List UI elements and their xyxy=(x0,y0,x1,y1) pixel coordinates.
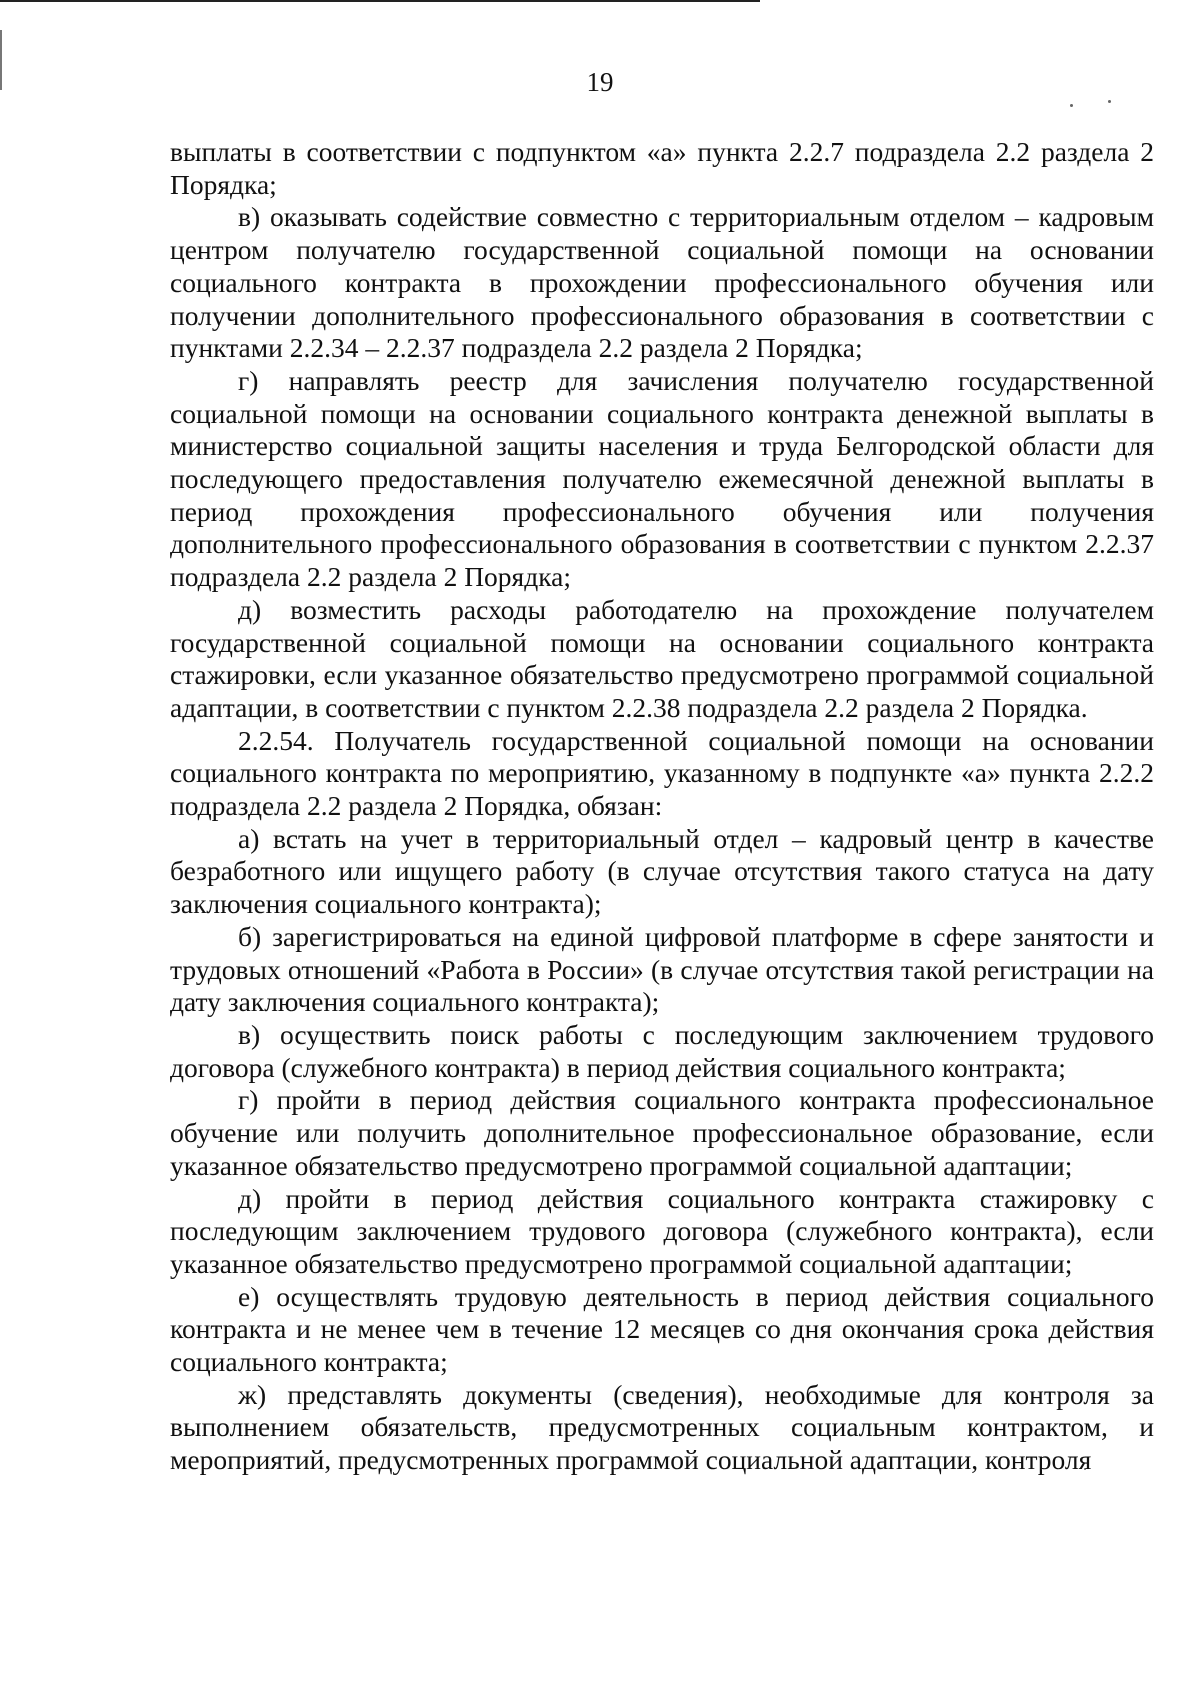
paragraph: г) направлять реестр для зачисления получателю государственной социальной помощи на основании социального контракта денежной выплаты в министерство социальной защиты населения и труда Белгородской области для последующего предоставления получателю ежемесячной денежной выплаты в период прохождения профессионального обучения или получения дополнительного профессионального образования в соответствии с пунктом 2.2.37 подраздела 2.2 раздела 2 Порядка; xyxy=(170,364,1154,593)
scan-speck xyxy=(1070,104,1073,107)
scan-edge-top xyxy=(0,0,760,2)
paragraph: ж) представлять документы (сведения), необходимые для контроля за выполнением обязательств, предусмотренных социальным контрактом, и мероприятий, предусмотренных программой социальной адаптации, контроля xyxy=(170,1378,1154,1476)
paragraph: д) пройти в период действия социального контракта стажировку с последующим заключением трудового договора (служебного контракта), если указанное обязательство предусмотрено программой социальной адаптации; xyxy=(170,1182,1154,1279)
paragraph: выплаты в соответствии с подпунктом «а» пункта 2.2.7 подраздела 2.2 раздела 2 Порядка; xyxy=(170,136,1154,200)
paragraph: в) оказывать содействие совместно с территориальным отделом – кадровым центром получателю государственной социальной помощи на основании социального контракта в прохождении профессионального обучения или получении дополнительного профессионального образования в соответствии с пунктами 2.2.34 – 2.2.37 подраздела 2.2 раздела 2 Порядка; xyxy=(170,201,1154,364)
scan-speck xyxy=(1108,100,1111,103)
paragraph: б) зарегистрироваться на единой цифровой платформе в сфере занятости и трудовых отношений «Работа в России» (в случае отсутствия такой регистрации на дату заключения социального контракта); xyxy=(170,920,1154,1018)
paragraph: в) осуществить поиск работы с последующим заключением трудового договора (служебного контракта) в период действия социального контракта; xyxy=(170,1018,1154,1083)
page-number: 19 xyxy=(586,67,614,97)
paragraph: а) встать на учет в территориальный отдел – кадровый центр в качестве безработного или ищущего работу (в случае отсутствия такого статуса на дату заключения социального контракта); xyxy=(170,822,1154,920)
paragraph: д) возместить расходы работодателю на прохождение получателем государственной социальной помощи на основании социального контракта стажировки, если указанное обязательство предусмотрено программой социальной адаптации, в соответствии с пунктом 2.2.38 подраздела 2.2 раздела 2 Порядка. xyxy=(170,593,1154,723)
document-body xyxy=(170,136,1154,1477)
paragraph: г) пройти в период действия социального контракта профессиональное обучение или получить дополнительное профессиональное образование, если указанное обязательство предусмотрено программой социальной адаптации; xyxy=(170,1084,1154,1181)
paragraph: 2.2.54. Получатель государственной социальной помощи на основании социального контракта по мероприятию, указанному в подпункте «а» пункта 2.2.2 подраздела 2.2 раздела 2 Порядка, обязан: xyxy=(170,724,1154,822)
paragraph: е) осуществлять трудовую деятельность в период действия социального контракта и не менее чем в течение 12 месяцев со дня окончания срока действия социального контракта; xyxy=(170,1280,1154,1378)
